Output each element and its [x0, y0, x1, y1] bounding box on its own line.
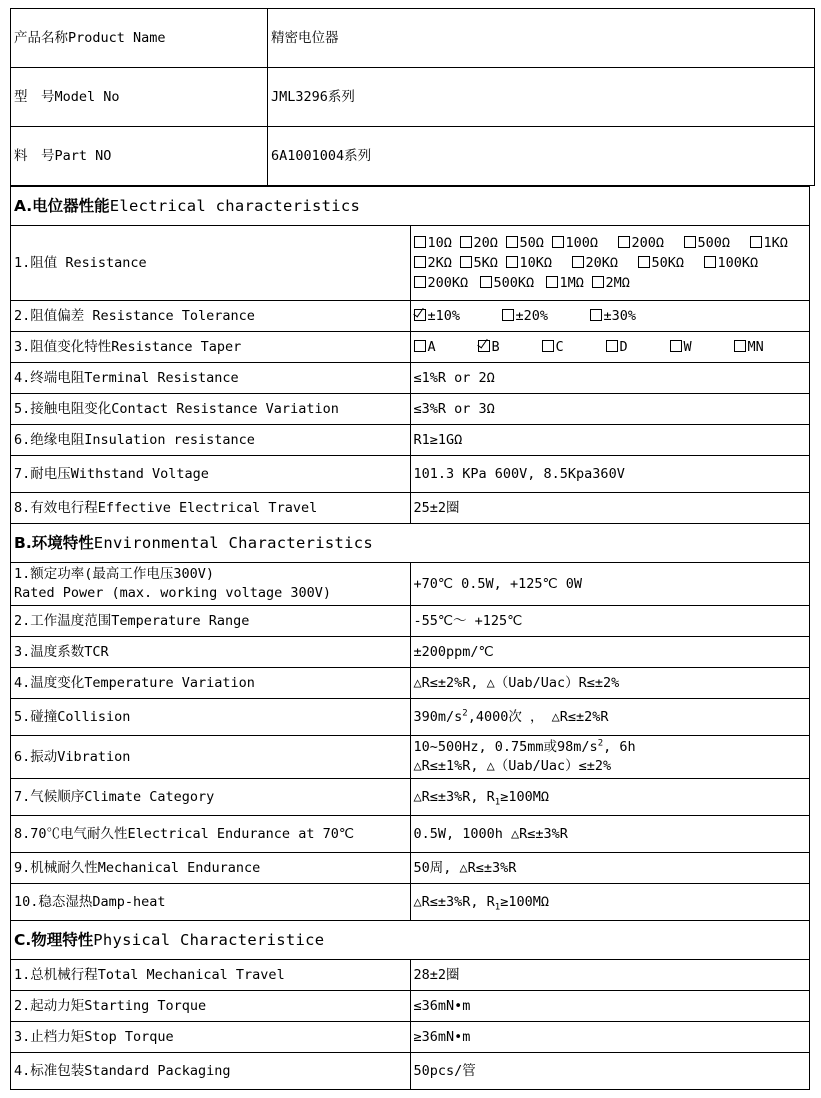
header-row-product-name — [11, 9, 815, 68]
rated-power-label-line2: Rated Power (max. working voltage 300V) — [14, 585, 331, 601]
standard-packaging-value: 50pcs/管 — [410, 1053, 810, 1090]
section-b-title-cn: B.环境特性 — [14, 534, 94, 552]
climate-label: 7.气候顺序Climate Category — [11, 779, 411, 816]
option-label: 200Ω — [631, 235, 665, 251]
header-row-part-no — [11, 127, 815, 186]
temperature-range-row — [11, 606, 810, 637]
section-a-header — [11, 187, 810, 226]
checkbox-icon[interactable] — [506, 236, 518, 248]
resistance-option-4[interactable] — [618, 234, 682, 252]
damp-heat-value — [410, 884, 810, 921]
checkbox-icon[interactable] — [542, 340, 554, 352]
vibration-row — [11, 736, 810, 779]
checkbox-icon[interactable] — [638, 256, 650, 268]
product-name-value: 精密电位器 — [268, 9, 815, 68]
electrical-endurance-value: 0.5W, 1000h △R≤±3%R — [410, 816, 810, 853]
resistance-option-12[interactable] — [704, 254, 768, 272]
taper-option-4[interactable] — [670, 338, 734, 356]
section-c-header — [11, 921, 810, 960]
resistance-option-13[interactable] — [414, 274, 478, 292]
option-label: B — [491, 339, 500, 355]
collision-value-sup: 2 — [462, 708, 468, 719]
stop-torque-label: 3.止档力矩Stop Torque — [11, 1022, 411, 1053]
resistance-row — [11, 226, 810, 301]
option-label: W — [683, 339, 692, 355]
resistance-option-10[interactable] — [572, 254, 636, 272]
electrical-travel-label: 8.有效电行程Effective Electrical Travel — [11, 493, 411, 524]
resistance-option-6[interactable] — [750, 234, 794, 252]
vibration-value — [410, 736, 810, 779]
option-label: 500KΩ — [493, 275, 535, 291]
section-b-title-en: Environmental Characteristics — [93, 534, 374, 552]
model-no-label: 型 号Model No — [11, 68, 268, 127]
section-a-title-cn: A.电位器性能 — [14, 197, 110, 215]
tolerance-option-0[interactable] — [414, 307, 502, 325]
mechanical-travel-label: 1.总机械行程Total Mechanical Travel — [11, 960, 411, 991]
option-label: ±10% — [427, 308, 461, 324]
rated-power-label — [11, 563, 411, 606]
insulation-resistance-label: 6.绝缘电阻Insulation resistance — [11, 425, 411, 456]
tolerance-option-2[interactable] — [590, 307, 678, 325]
standard-packaging-label: 4.标准包装Standard Packaging — [11, 1053, 411, 1090]
climate-value-sub: 1 — [494, 797, 501, 808]
withstand-voltage-row — [11, 456, 810, 493]
resistance-option-5[interactable] — [684, 234, 748, 252]
vibration-label: 6.振动Vibration — [11, 736, 411, 779]
temperature-variation-value: △R≤±2%R, △（Uab/Uac）R≤±2% — [410, 668, 810, 699]
starting-torque-label: 2.起动力矩Starting Torque — [11, 991, 411, 1022]
resistance-option-14[interactable] — [480, 274, 544, 292]
section-a-title — [11, 187, 810, 226]
checkbox-icon[interactable] — [502, 309, 514, 321]
resistance-options — [410, 226, 810, 301]
checkbox-icon[interactable] — [460, 256, 472, 268]
insulation-resistance-row — [11, 425, 810, 456]
header-row-model-no — [11, 68, 815, 127]
option-label: ±20% — [515, 308, 549, 324]
taper-option-1[interactable] — [478, 338, 542, 356]
section-b-title — [11, 524, 810, 563]
damp-heat-label: 10.稳态湿热Damp-heat — [11, 884, 411, 921]
resistance-option-15[interactable] — [546, 274, 590, 292]
option-label: 2KΩ — [427, 255, 452, 271]
climate-value — [410, 779, 810, 816]
resistance-option-7[interactable] — [414, 254, 458, 272]
taper-option-list — [414, 338, 810, 356]
checkbox-icon[interactable] — [704, 256, 716, 268]
mechanical-travel-value: 28±2圈 — [410, 960, 810, 991]
header-table — [10, 8, 815, 186]
vibration-line1-b: , 6h — [603, 739, 636, 755]
vibration-line1-a: 10~500Hz, 0.75mm或98m/s — [413, 739, 598, 755]
checkbox-icon[interactable] — [546, 276, 558, 288]
taper-option-3[interactable] — [606, 338, 670, 356]
tolerance-options — [410, 301, 810, 332]
taper-row — [11, 332, 810, 363]
resistance-option-11[interactable] — [638, 254, 702, 272]
spec-table — [10, 186, 810, 1090]
option-label: D — [619, 339, 628, 355]
stop-torque-row — [11, 1022, 810, 1053]
terminal-resistance-row — [11, 363, 810, 394]
option-label: 500Ω — [697, 235, 731, 251]
resistance-option-list — [414, 234, 810, 292]
withstand-voltage-label: 7.耐电压Withstand Voltage — [11, 456, 411, 493]
checkbox-icon[interactable] — [552, 236, 564, 248]
rated-power-row — [11, 563, 810, 606]
model-no-value: JML3296系列 — [268, 68, 815, 127]
resistance-option-0[interactable] — [414, 234, 458, 252]
damp-heat-value-b: ≥100MΩ — [500, 894, 549, 910]
resistance-option-2[interactable] — [506, 234, 550, 252]
damp-heat-value-a: △R≤±3%R, R — [413, 894, 495, 910]
contact-resistance-row — [11, 394, 810, 425]
option-label: 10Ω — [427, 235, 452, 251]
checkbox-icon[interactable] — [606, 340, 618, 352]
starting-torque-value: ≤36mN•m — [410, 991, 810, 1022]
tcr-label: 3.温度系数TCR — [11, 637, 411, 668]
electrical-endurance-label: 8.70℃电气耐久性Electrical Endurance at 70℃ — [11, 816, 411, 853]
mechanical-endurance-label: 9.机械耐久性Mechanical Endurance — [11, 853, 411, 884]
tolerance-label: 2.阻值偏差 Resistance Tolerance — [11, 301, 411, 332]
resistance-option-3[interactable] — [552, 234, 616, 252]
vibration-value-line1 — [414, 738, 810, 757]
option-label: 20KΩ — [585, 255, 619, 271]
electrical-travel-value: 25±2圈 — [410, 493, 810, 524]
mechanical-endurance-value: 50周, △R≤±3%R — [410, 853, 810, 884]
climate-row — [11, 779, 810, 816]
taper-options — [410, 332, 810, 363]
terminal-resistance-label: 4.终端电阻Terminal Resistance — [11, 363, 411, 394]
option-label: 5KΩ — [473, 255, 498, 271]
part-no-value: 6A1001004系列 — [268, 127, 815, 186]
checkbox-icon[interactable] — [684, 236, 696, 248]
terminal-resistance-value: ≤1%R or 2Ω — [410, 363, 810, 394]
collision-row — [11, 699, 810, 736]
option-label: 10KΩ — [519, 255, 553, 271]
section-c-title-en: Physical Characteristice — [93, 931, 325, 949]
climate-value-b: ≥100MΩ — [500, 789, 549, 805]
checkbox-icon[interactable] — [460, 236, 472, 248]
checkbox-icon[interactable] — [590, 309, 602, 321]
tcr-row — [11, 637, 810, 668]
tolerance-option-list — [414, 307, 810, 325]
stop-torque-value: ≥36mN•m — [410, 1022, 810, 1053]
tcr-value: ±200ppm/℃ — [410, 637, 810, 668]
checkbox-icon[interactable] — [670, 340, 682, 352]
option-label: 100KΩ — [717, 255, 759, 271]
insulation-resistance-value: R1≥1GΩ — [410, 425, 810, 456]
option-label: C — [555, 339, 564, 355]
option-label: 50KΩ — [651, 255, 685, 271]
mechanical-endurance-row — [11, 853, 810, 884]
temperature-range-value: -55℃～ +125℃ — [410, 606, 810, 637]
vibration-line1-sup: 2 — [597, 738, 604, 749]
checkbox-icon[interactable] — [414, 236, 426, 248]
spec-sheet — [10, 8, 810, 1090]
collision-label: 5.碰撞Collision — [11, 699, 411, 736]
collision-value-a: 390m/s — [413, 709, 463, 725]
temperature-range-label: 2.工作温度范围Temperature Range — [11, 606, 411, 637]
checkbox-icon[interactable] — [480, 276, 492, 288]
section-c-title — [11, 921, 810, 960]
option-label: 1MΩ — [559, 275, 584, 291]
option-label: ±30% — [603, 308, 637, 324]
tolerance-row — [11, 301, 810, 332]
checkbox-icon[interactable] — [750, 236, 762, 248]
starting-torque-row — [11, 991, 810, 1022]
checkbox-icon[interactable] — [734, 340, 746, 352]
standard-packaging-row — [11, 1053, 810, 1090]
resistance-label: 1.阻值 Resistance — [11, 226, 411, 301]
taper-option-5[interactable] — [734, 338, 798, 356]
electrical-endurance-row — [11, 816, 810, 853]
section-c-title-cn: C.物理特性 — [14, 931, 94, 949]
checkbox-icon[interactable] — [572, 256, 584, 268]
collision-value — [410, 699, 810, 736]
option-label: 200KΩ — [427, 275, 469, 291]
vibration-value-line2: △R≤±1%R, △（Uab/Uac）≤±2% — [413, 758, 612, 774]
section-a-title-en: Electrical characteristics — [109, 197, 361, 215]
option-label: 20Ω — [473, 235, 498, 251]
resistance-option-8[interactable] — [460, 254, 504, 272]
resistance-option-1[interactable] — [460, 234, 504, 252]
withstand-voltage-value: 101.3 KPa 600V, 8.5Kpa360V — [410, 456, 810, 493]
damp-heat-value-sub: 1 — [494, 902, 501, 913]
contact-resistance-label: 5.接触电阻变化Contact Resistance Variation — [11, 394, 411, 425]
part-no-label: 料 号Part NO — [11, 127, 268, 186]
option-label: MN — [747, 339, 764, 355]
temperature-variation-row — [11, 668, 810, 699]
checkbox-icon[interactable] — [592, 276, 604, 288]
climate-value-a: △R≤±3%R, R — [413, 789, 495, 805]
tolerance-option-1[interactable] — [502, 307, 590, 325]
option-label: 100Ω — [565, 235, 599, 251]
checkbox-icon[interactable] — [618, 236, 630, 248]
taper-option-0[interactable] — [414, 338, 478, 356]
option-label: A — [427, 339, 436, 355]
rated-power-label-line1: 1.额定功率(最高工作电压300V) — [14, 566, 215, 582]
checkbox-icon[interactable] — [414, 256, 426, 268]
contact-resistance-value: ≤3%R or 3Ω — [410, 394, 810, 425]
checkbox-icon[interactable] — [414, 276, 426, 288]
rated-power-value: +70℃ 0.5W, +125℃ 0W — [410, 563, 810, 606]
electrical-travel-row — [11, 493, 810, 524]
checkbox-checked-icon[interactable] — [414, 309, 426, 321]
option-label: 50Ω — [519, 235, 544, 251]
option-label: 1KΩ — [763, 235, 788, 251]
checkbox-checked-icon[interactable] — [478, 340, 490, 352]
section-b-header — [11, 524, 810, 563]
checkbox-icon[interactable] — [506, 256, 518, 268]
checkbox-icon[interactable] — [414, 340, 426, 352]
resistance-option-9[interactable] — [506, 254, 570, 272]
option-label: 2MΩ — [605, 275, 630, 291]
taper-label: 3.阻值变化特性Resistance Taper — [11, 332, 411, 363]
mechanical-travel-row — [11, 960, 810, 991]
resistance-option-16[interactable] — [592, 274, 636, 292]
collision-value-b: ,4000次 ， △R≤±2%R — [467, 709, 609, 725]
damp-heat-row — [11, 884, 810, 921]
product-name-label: 产品名称Product Name — [11, 9, 268, 68]
taper-option-2[interactable] — [542, 338, 606, 356]
temperature-variation-label: 4.温度变化Temperature Variation — [11, 668, 411, 699]
